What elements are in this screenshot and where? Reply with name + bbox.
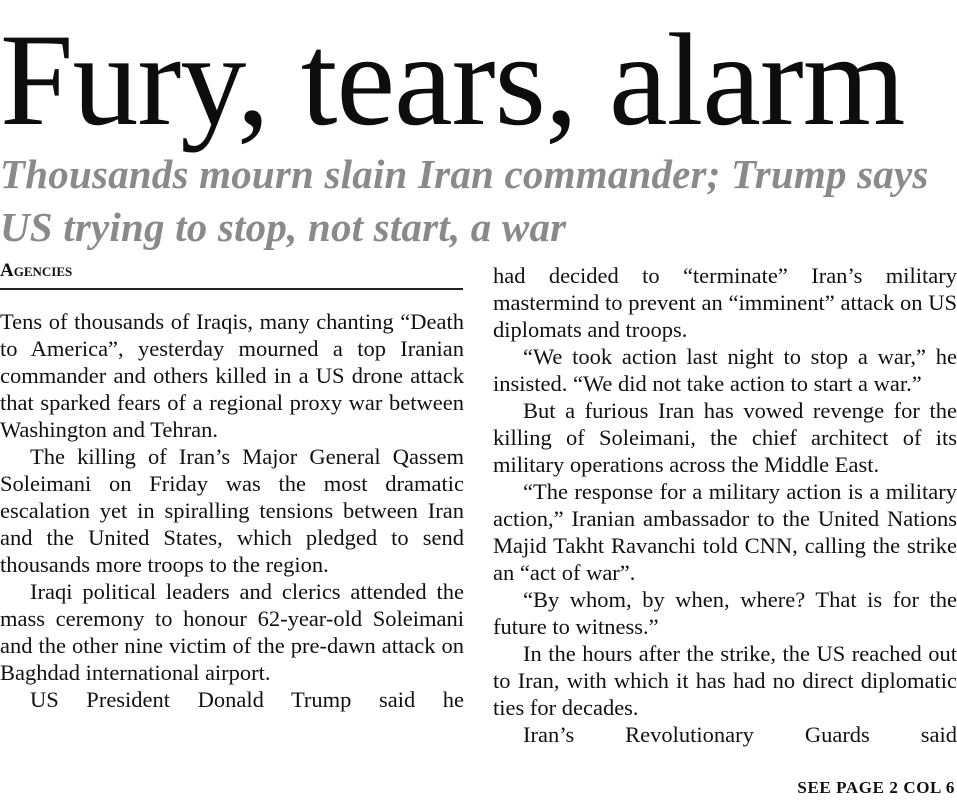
headline: Fury, tears, alarm <box>0 6 905 153</box>
article-paragraph: But a furious Iran has vowed revenge for the killing of Soleimani, the chief architect of its military operations across the Middle East. <box>493 398 957 477</box>
article-paragraph: “By whom, by when, where? That is for the future to witness.” <box>493 587 957 639</box>
article-paragraph: Tens of thousands of Iraqis, many chanting “Death to America”, yesterday mourned a top Iranian commander and others killed in a US drone attack that sparked fears of a regional proxy war between Washington and Tehran. <box>0 309 464 442</box>
article-paragraph: had decided to “terminate” Iran’s military mastermind to prevent an “imminent” attack on US diplomats and troops. <box>493 263 957 342</box>
byline: Agencies <box>0 260 463 290</box>
article-paragraph: The killing of Iran’s Major General Qassem Soleimani on Friday was the most dramatic escalation yet in spiralling tensions between Iran and the United States, which pledged to send thousands more troops to the region. <box>0 444 464 577</box>
article-paragraph: Iraqi political leaders and clerics attended the mass ceremony to honour 62-year-old Soleimani and the other nine victim of the pre-dawn attack on Baghdad international airport. <box>0 579 464 685</box>
subheadline: Thousands mourn slain Iran commander; Trump says US trying to stop, not start, a war <box>0 151 929 250</box>
article-column-right <box>493 262 957 748</box>
continuation-jump-line[interactable]: SEE PAGE 2 COL 6 <box>797 778 955 797</box>
article-paragraph: Iran’s Revolutionary Guards said <box>523 722 957 747</box>
article-paragraph: US President Donald Trump said he <box>30 687 464 712</box>
article-paragraph: “The response for a military action is a military action,” Iranian ambassador to the United Nations Majid Takht Ravanchi told CNN, calling the strike an “act of war”. <box>493 479 957 585</box>
article-paragraph: In the hours after the strike, the US reached out to Iran, with which it has had no direct diplomatic ties for decades. <box>493 641 957 720</box>
article-column-left <box>0 308 464 713</box>
article-paragraph: “We took action last night to stop a war,” he insisted. “We did not take action to start a war.” <box>493 344 957 396</box>
